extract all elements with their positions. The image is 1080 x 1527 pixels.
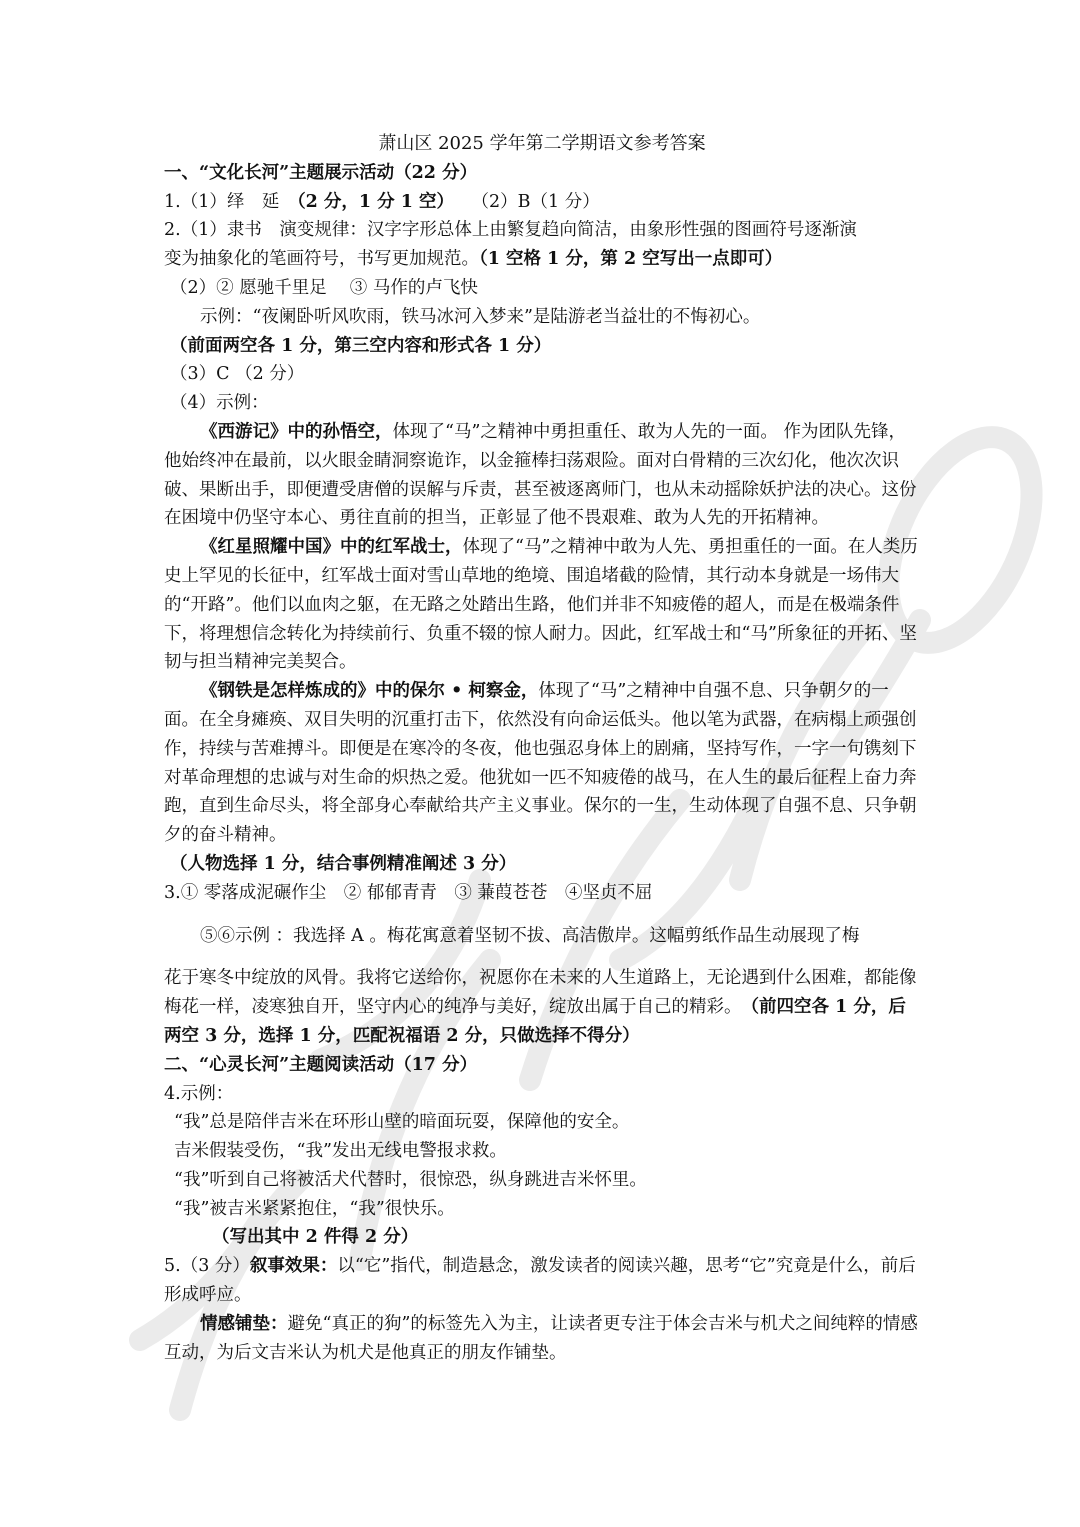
paragraph-gangtie: 《钢铁是怎样炼成的》中的保尔 • 柯察金，体现了“马”之精神中自强不息、只争朝夕的一面。在全身瘫痪、双目失明的沉重打击下，依然没有向命运低头。他以笔为武器，在病榻上顽强创作，持续与苦难搏斗。即便是在寒冷的冬夜，他也强忍身体上的剧痛，坚持写作，一字一句镌刻下对革命理想的忠诚与对生命的炽热之爱。他犹如一匹不知疲倦的战马，在人生的最后征程上奋力奔跑，直到生命尽头，将全部身心奉献给共产主义事业。保尔的一生，生动体现了自强不息、只争朝夕的奋斗精神。 bbox=[164, 681, 917, 846]
paragraph-hongxing: 《红星照耀中国》中的红军战士，体现了“马”之精神中敢为人先、勇担重任的一面。在人类历史上罕见的长征中，红军战士面对雪山草地的绝境、围追堵截的险情，其行动本身就是一场伟大的“开路”。他们以血肉之躯，在无路之处踏出生路，他们并非不知疲倦的超人，而是在极端条件下，将理想信念转化为持续前行、负重不辍的惊人耐力。因此，红军战士和“马”所象征的开拓、坚韧与担当精神完美契合。 bbox=[164, 537, 918, 673]
q2-4-score-note: （人物选择 1 分，结合事例精准阐述 3 分） bbox=[170, 853, 517, 874]
q4-item: “我”听到自己将被活犬代替时，很惊恐，纵身跳进吉米怀里。 bbox=[174, 1169, 647, 1190]
q5-effect: 5.（3 分）叙事效果：以“它”指代，制造悬念，激发读者的阅读兴趣，思考“它”究竟是什么，前后形成呼应。 bbox=[164, 1256, 916, 1306]
q2-line2: 变为抽象化的笔画符号，书写更加规范。（1 空格 1 分，第 2 空写出一点即可） bbox=[164, 249, 783, 270]
q3-answer: 3.① 零落成泥碾作尘 ② 郁郁青青 ③ 蒹葭苍苍 ④坚贞不屈 bbox=[164, 882, 653, 903]
answer-document bbox=[164, 130, 920, 1367]
q4-item: 吉米假装受伤，“我”发出无线电警报求救。 bbox=[174, 1141, 507, 1162]
q2-line1: 2.（1）隶书 演变规律：汉字字形总体上由繁复趋向简洁，由象形性强的图画符号逐渐演 bbox=[164, 220, 857, 241]
q4-score-note: （写出其中 2 件得 2 分） bbox=[212, 1227, 419, 1248]
paragraph-xiyouji: 《西游记》中的孙悟空，体现了“马”之精神中勇担重任、敢为人先的一面。 作为团队先锋，他始终冲在最前，以火眼金睛洞察诡诈，以金箍棒扫荡艰险。面对白骨精的三次幻化，他次次识破、果断出手，即便遭受唐僧的误解与斥责，甚至被逐离师门，也从未动摇除妖护法的决心。这份在困境中仍坚守本心、勇往直前的担当，正彰显了他不畏艰难、敢为人先的开拓精神。 bbox=[164, 421, 917, 529]
q2-2-answer: （2）② 愿驰千里足 ③ 马作的卢飞快 bbox=[170, 277, 478, 298]
q2-4-label: （4）示例： bbox=[170, 393, 269, 414]
section-1-heading: 一、“文化长河”主题展示活动（22 分） bbox=[164, 162, 478, 183]
q3-example-rest: 花于寒冬中绽放的风骨。我将它送给你，祝愿你在未来的人生道路上，无论遇到什么困难，都能像梅花一样，凌寒独自开，坚守内心的纯净与美好，绽放出属于自己的精彩。 （前四空各 1 分，后两空 3 分，选择 1 分，匹配祝福语 2 分，只做选择不得分） bbox=[164, 968, 917, 1046]
q4-label: 4.示例： bbox=[164, 1083, 234, 1104]
q4-item: “我”被吉米紧紧抱住，“我”很快乐。 bbox=[174, 1198, 455, 1219]
document-title: 萧山区 2025 学年第二学期语文参考答案 bbox=[378, 133, 706, 154]
q2-example: 示例：“夜阑卧听风吹雨，铁马冰河入梦来”是陆游老当益壮的不悔初心。 bbox=[200, 306, 761, 327]
q5-emotion: 情感铺垫：避免“真正的狗”的标签先入为主，让读者更专注于体会吉米与机犬之间纯粹的情感互动，为后文吉米认为机犬是他真正的朋友作铺垫。 bbox=[164, 1313, 918, 1363]
q1-answer: 1.（1）绎 延 （2 分，1 分 1 空） （2）B（1 分） bbox=[164, 191, 600, 212]
q2-3-answer: （3）C （2 分） bbox=[170, 364, 305, 385]
section-2-heading: 二、“心灵长河”主题阅读活动（17 分） bbox=[164, 1054, 478, 1075]
q2-score-note: （前面两空各 1 分，第三空内容和形式各 1 分） bbox=[170, 335, 552, 356]
q4-item: “我”总是陪伴吉米在环形山壁的暗面玩耍，保障他的安全。 bbox=[174, 1112, 630, 1133]
q3-example-line1: ⑤⑥示例 ：我选择 A 。梅花寓意着坚韧不拔、高洁傲岸。这幅剪纸作品生动展现了梅 bbox=[200, 925, 860, 946]
